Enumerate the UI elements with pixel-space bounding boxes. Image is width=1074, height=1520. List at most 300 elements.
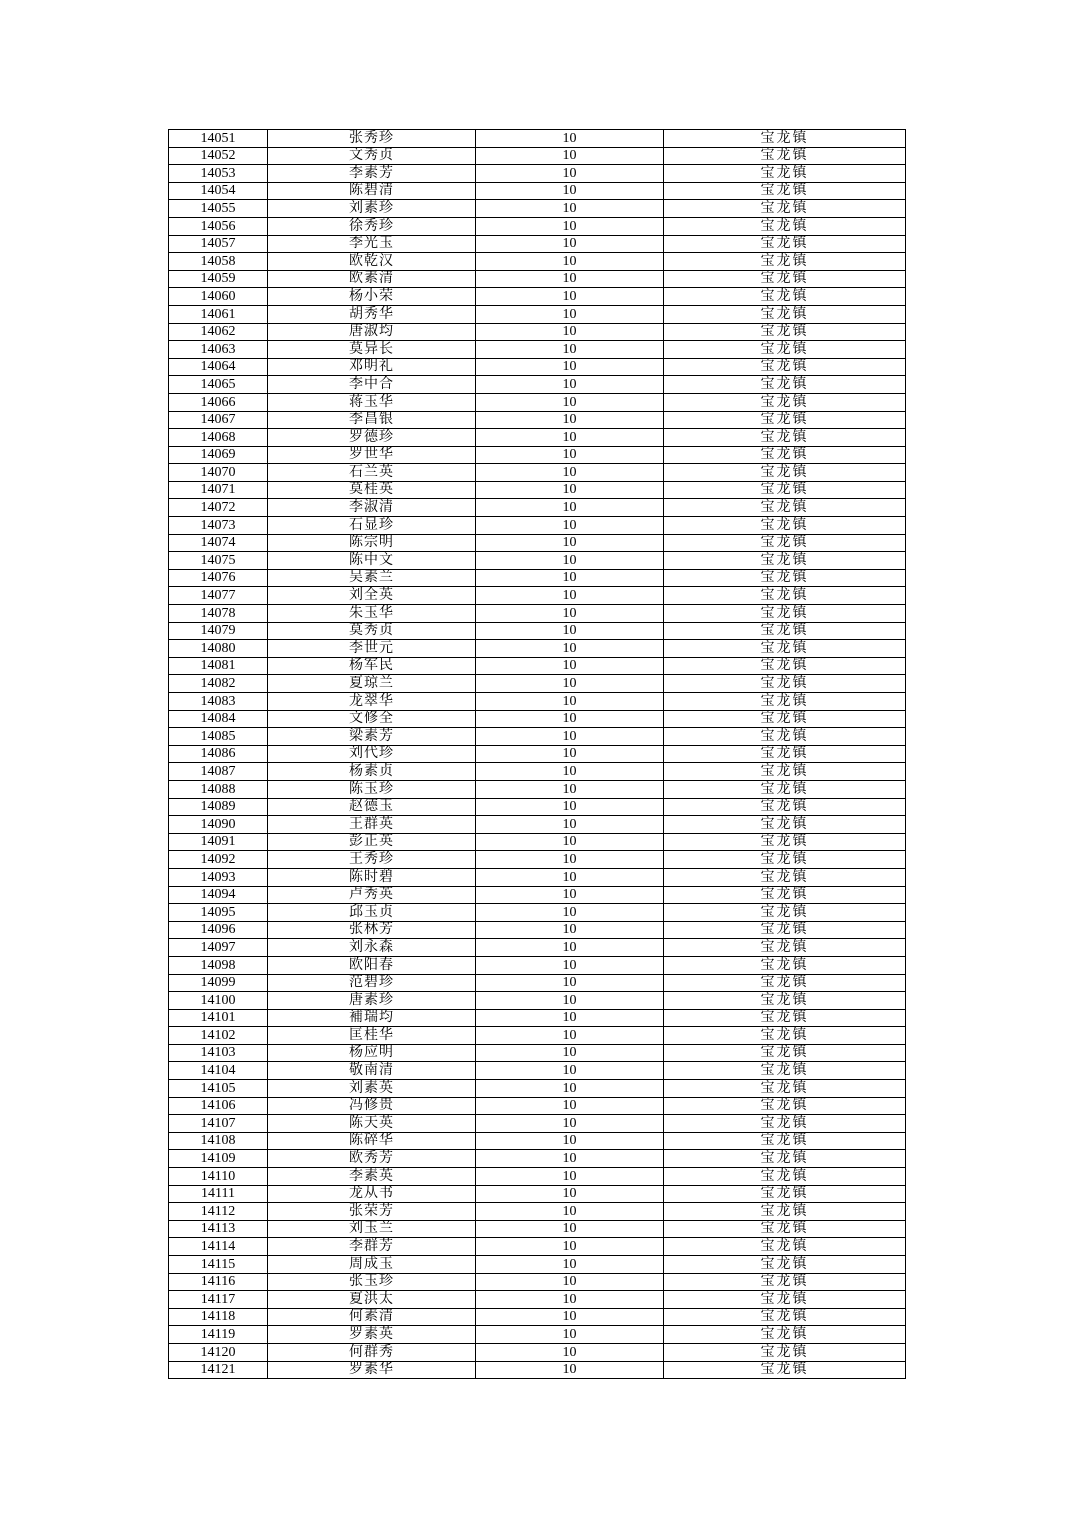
town-cell: 宝龙镇: [664, 1009, 906, 1027]
town-cell: 宝龙镇: [664, 1308, 906, 1326]
amount-cell: 10: [476, 1203, 664, 1221]
town-cell: 宝龙镇: [664, 1027, 906, 1045]
table-row: [169, 411, 906, 429]
name-cell: 敬南清: [268, 1062, 476, 1080]
amount-cell: 10: [476, 411, 664, 429]
town-cell: 宝龙镇: [664, 939, 906, 957]
town-cell: 宝龙镇: [664, 569, 906, 587]
town-cell: 宝龙镇: [664, 904, 906, 922]
table-row: [169, 1291, 906, 1309]
table-row: [169, 1343, 906, 1361]
amount-cell: 10: [476, 1326, 664, 1344]
town-cell: 宝龙镇: [664, 763, 906, 781]
table-row: [169, 182, 906, 200]
table-row: [169, 1326, 906, 1344]
table-row: [169, 1097, 906, 1115]
amount-cell: 10: [476, 816, 664, 834]
amount-cell: 10: [476, 1132, 664, 1150]
town-cell: 宝龙镇: [664, 376, 906, 394]
row-number-cell: 14054: [169, 182, 268, 200]
row-number-cell: 14087: [169, 763, 268, 781]
row-number-cell: 14078: [169, 605, 268, 623]
table-row: [169, 921, 906, 939]
amount-cell: 10: [476, 1308, 664, 1326]
row-number-cell: 14104: [169, 1062, 268, 1080]
town-cell: 宝龙镇: [664, 446, 906, 464]
name-cell: 李世元: [268, 640, 476, 658]
name-cell: 李光玉: [268, 235, 476, 253]
town-cell: 宝龙镇: [664, 217, 906, 235]
row-number-cell: 14075: [169, 552, 268, 570]
name-cell: 周成玉: [268, 1256, 476, 1274]
town-cell: 宝龙镇: [664, 956, 906, 974]
town-cell: 宝龙镇: [664, 358, 906, 376]
town-cell: 宝龙镇: [664, 534, 906, 552]
amount-cell: 10: [476, 780, 664, 798]
name-cell: 罗世华: [268, 446, 476, 464]
name-cell: 罗素华: [268, 1361, 476, 1379]
row-number-cell: 14113: [169, 1220, 268, 1238]
town-cell: 宝龙镇: [664, 675, 906, 693]
town-cell: 宝龙镇: [664, 745, 906, 763]
name-cell: 文秀贞: [268, 147, 476, 165]
name-cell: 胡秀华: [268, 305, 476, 323]
row-number-cell: 14091: [169, 833, 268, 851]
table-row: [169, 517, 906, 535]
name-cell: 邓明礼: [268, 358, 476, 376]
row-number-cell: 14086: [169, 745, 268, 763]
name-cell: 何素清: [268, 1308, 476, 1326]
town-cell: 宝龙镇: [664, 1080, 906, 1098]
name-cell: 刘永森: [268, 939, 476, 957]
amount-cell: 10: [476, 1168, 664, 1186]
table-row: [169, 130, 906, 148]
name-cell: 莫异长: [268, 341, 476, 359]
table-row: [169, 1044, 906, 1062]
town-cell: 宝龙镇: [664, 1132, 906, 1150]
row-number-cell: 14102: [169, 1027, 268, 1045]
amount-cell: 10: [476, 1256, 664, 1274]
town-cell: 宝龙镇: [664, 833, 906, 851]
town-cell: 宝龙镇: [664, 1044, 906, 1062]
amount-cell: 10: [476, 1097, 664, 1115]
row-number-cell: 14120: [169, 1343, 268, 1361]
name-cell: 刘素英: [268, 1080, 476, 1098]
name-cell: 梁素芳: [268, 728, 476, 746]
amount-cell: 10: [476, 1044, 664, 1062]
table-row: [169, 657, 906, 675]
table-row: [169, 675, 906, 693]
row-number-cell: 14072: [169, 499, 268, 517]
name-cell: 夏琼兰: [268, 675, 476, 693]
amount-cell: 10: [476, 868, 664, 886]
amount-cell: 10: [476, 763, 664, 781]
amount-cell: 10: [476, 1273, 664, 1291]
town-cell: 宝龙镇: [664, 517, 906, 535]
row-number-cell: 14093: [169, 868, 268, 886]
amount-cell: 10: [476, 1062, 664, 1080]
table-row: [169, 851, 906, 869]
name-cell: 唐淑均: [268, 323, 476, 341]
town-cell: 宝龙镇: [664, 1291, 906, 1309]
row-number-cell: 14074: [169, 534, 268, 552]
name-cell: 蒋玉华: [268, 393, 476, 411]
name-cell: 龙翠华: [268, 693, 476, 711]
name-cell: 陈中文: [268, 552, 476, 570]
row-number-cell: 14059: [169, 270, 268, 288]
town-cell: 宝龙镇: [664, 816, 906, 834]
row-number-cell: 14066: [169, 393, 268, 411]
name-cell: 莫秀贞: [268, 622, 476, 640]
table-row: [169, 429, 906, 447]
town-cell: 宝龙镇: [664, 130, 906, 148]
table-row: [169, 780, 906, 798]
town-cell: 宝龙镇: [664, 622, 906, 640]
amount-cell: 10: [476, 992, 664, 1010]
amount-cell: 10: [476, 1080, 664, 1098]
row-number-cell: 14110: [169, 1168, 268, 1186]
row-number-cell: 14070: [169, 464, 268, 482]
row-number-cell: 14080: [169, 640, 268, 658]
town-cell: 宝龙镇: [664, 1256, 906, 1274]
amount-cell: 10: [476, 1185, 664, 1203]
amount-cell: 10: [476, 253, 664, 271]
name-cell: 李淑清: [268, 499, 476, 517]
table-row: [169, 200, 906, 218]
table-row: [169, 1132, 906, 1150]
town-cell: 宝龙镇: [664, 481, 906, 499]
row-number-cell: 14051: [169, 130, 268, 148]
table-row: [169, 833, 906, 851]
amount-cell: 10: [476, 147, 664, 165]
amount-cell: 10: [476, 798, 664, 816]
row-number-cell: 14060: [169, 288, 268, 306]
name-cell: 欧秀芳: [268, 1150, 476, 1168]
name-cell: 朱玉华: [268, 605, 476, 623]
name-cell: 陈玉珍: [268, 780, 476, 798]
town-cell: 宝龙镇: [664, 1115, 906, 1133]
table-row: [169, 939, 906, 957]
amount-cell: 10: [476, 165, 664, 183]
amount-cell: 10: [476, 517, 664, 535]
name-cell: 罗素英: [268, 1326, 476, 1344]
table-row: [169, 605, 906, 623]
amount-cell: 10: [476, 481, 664, 499]
name-cell: 匡桂华: [268, 1027, 476, 1045]
row-number-cell: 14119: [169, 1326, 268, 1344]
name-cell: 莫桂英: [268, 481, 476, 499]
row-number-cell: 14092: [169, 851, 268, 869]
town-cell: 宝龙镇: [664, 1326, 906, 1344]
town-cell: 宝龙镇: [664, 165, 906, 183]
amount-cell: 10: [476, 710, 664, 728]
table-row: [169, 798, 906, 816]
town-cell: 宝龙镇: [664, 587, 906, 605]
row-number-cell: 14061: [169, 305, 268, 323]
row-number-cell: 14111: [169, 1185, 268, 1203]
table-row: [169, 147, 906, 165]
table-row: [169, 974, 906, 992]
town-cell: 宝龙镇: [664, 1168, 906, 1186]
table-row: [169, 534, 906, 552]
name-cell: 李昌银: [268, 411, 476, 429]
amount-cell: 10: [476, 1361, 664, 1379]
town-cell: 宝龙镇: [664, 1343, 906, 1361]
table-row: [169, 728, 906, 746]
row-number-cell: 14090: [169, 816, 268, 834]
table-row: [169, 1361, 906, 1379]
name-cell: 刘全英: [268, 587, 476, 605]
amount-cell: 10: [476, 552, 664, 570]
row-number-cell: 14063: [169, 341, 268, 359]
row-number-cell: 14096: [169, 921, 268, 939]
name-cell: 张秀珍: [268, 130, 476, 148]
amount-cell: 10: [476, 341, 664, 359]
row-number-cell: 14055: [169, 200, 268, 218]
amount-cell: 10: [476, 534, 664, 552]
amount-cell: 10: [476, 1238, 664, 1256]
town-cell: 宝龙镇: [664, 798, 906, 816]
table-row: [169, 1080, 906, 1098]
name-cell: 罗德珍: [268, 429, 476, 447]
name-cell: 张荣芳: [268, 1203, 476, 1221]
name-cell: 欧素清: [268, 270, 476, 288]
table-row: [169, 1220, 906, 1238]
row-number-cell: 14083: [169, 693, 268, 711]
name-cell: 刘代珍: [268, 745, 476, 763]
row-number-cell: 14094: [169, 886, 268, 904]
name-cell: 范碧珍: [268, 974, 476, 992]
amount-cell: 10: [476, 605, 664, 623]
amount-cell: 10: [476, 640, 664, 658]
amount-cell: 10: [476, 833, 664, 851]
table-row: [169, 868, 906, 886]
row-number-cell: 14118: [169, 1308, 268, 1326]
table-row: [169, 270, 906, 288]
row-number-cell: 14058: [169, 253, 268, 271]
amount-cell: 10: [476, 728, 664, 746]
table-row: [169, 956, 906, 974]
amount-cell: 10: [476, 956, 664, 974]
town-cell: 宝龙镇: [664, 552, 906, 570]
name-cell: 欧阳春: [268, 956, 476, 974]
table-row: [169, 816, 906, 834]
table-row: [169, 1062, 906, 1080]
table-row: [169, 499, 906, 517]
row-number-cell: 14081: [169, 657, 268, 675]
row-number-cell: 14107: [169, 1115, 268, 1133]
name-cell: 補瑞均: [268, 1009, 476, 1027]
name-cell: 卢秀英: [268, 886, 476, 904]
amount-cell: 10: [476, 675, 664, 693]
table-row: [169, 1273, 906, 1291]
name-cell: 石兰英: [268, 464, 476, 482]
town-cell: 宝龙镇: [664, 605, 906, 623]
town-cell: 宝龙镇: [664, 710, 906, 728]
amount-cell: 10: [476, 446, 664, 464]
name-cell: 李素芳: [268, 165, 476, 183]
town-cell: 宝龙镇: [664, 411, 906, 429]
town-cell: 宝龙镇: [664, 1097, 906, 1115]
amount-cell: 10: [476, 429, 664, 447]
town-cell: 宝龙镇: [664, 868, 906, 886]
table-row: [169, 305, 906, 323]
amount-cell: 10: [476, 376, 664, 394]
row-number-cell: 14095: [169, 904, 268, 922]
name-cell: 夏洪太: [268, 1291, 476, 1309]
name-cell: 吴素兰: [268, 569, 476, 587]
name-cell: 杨小荣: [268, 288, 476, 306]
row-number-cell: 14097: [169, 939, 268, 957]
row-number-cell: 14108: [169, 1132, 268, 1150]
amount-cell: 10: [476, 499, 664, 517]
row-number-cell: 14098: [169, 956, 268, 974]
table-row: [169, 341, 906, 359]
amount-cell: 10: [476, 1009, 664, 1027]
amount-cell: 10: [476, 393, 664, 411]
town-cell: 宝龙镇: [664, 640, 906, 658]
table-row: [169, 904, 906, 922]
amount-cell: 10: [476, 1220, 664, 1238]
amount-cell: 10: [476, 587, 664, 605]
table-row: [169, 1027, 906, 1045]
table-row: [169, 1150, 906, 1168]
row-number-cell: 14112: [169, 1203, 268, 1221]
town-cell: 宝龙镇: [664, 305, 906, 323]
name-cell: 欧乾汉: [268, 253, 476, 271]
table-row: [169, 165, 906, 183]
amount-cell: 10: [476, 622, 664, 640]
amount-cell: 10: [476, 904, 664, 922]
name-cell: 杨应明: [268, 1044, 476, 1062]
row-number-cell: 14073: [169, 517, 268, 535]
town-cell: 宝龙镇: [664, 886, 906, 904]
name-cell: 何群秀: [268, 1343, 476, 1361]
row-number-cell: 14067: [169, 411, 268, 429]
row-number-cell: 14115: [169, 1256, 268, 1274]
row-number-cell: 14052: [169, 147, 268, 165]
row-number-cell: 14116: [169, 1273, 268, 1291]
row-number-cell: 14077: [169, 587, 268, 605]
name-cell: 彭正英: [268, 833, 476, 851]
table-row: [169, 253, 906, 271]
amount-cell: 10: [476, 200, 664, 218]
table-row: [169, 1256, 906, 1274]
amount-cell: 10: [476, 358, 664, 376]
amount-cell: 10: [476, 939, 664, 957]
table-row: [169, 464, 906, 482]
name-cell: 王群英: [268, 816, 476, 834]
table-row: [169, 1009, 906, 1027]
table-row: [169, 217, 906, 235]
table-row: [169, 288, 906, 306]
town-cell: 宝龙镇: [664, 921, 906, 939]
table-row: [169, 1308, 906, 1326]
row-number-cell: 14071: [169, 481, 268, 499]
town-cell: 宝龙镇: [664, 1203, 906, 1221]
name-cell: 陈碎华: [268, 1132, 476, 1150]
town-cell: 宝龙镇: [664, 200, 906, 218]
table-row: [169, 693, 906, 711]
table-row: [169, 886, 906, 904]
name-cell: 杨军民: [268, 657, 476, 675]
table-row: [169, 1203, 906, 1221]
name-cell: 陈时碧: [268, 868, 476, 886]
town-cell: 宝龙镇: [664, 341, 906, 359]
name-cell: 李中合: [268, 376, 476, 394]
amount-cell: 10: [476, 130, 664, 148]
roster-table-body: [169, 130, 906, 1379]
name-cell: 陈宗明: [268, 534, 476, 552]
row-number-cell: 14079: [169, 622, 268, 640]
amount-cell: 10: [476, 569, 664, 587]
name-cell: 邱玉贞: [268, 904, 476, 922]
name-cell: 文修全: [268, 710, 476, 728]
row-number-cell: 14103: [169, 1044, 268, 1062]
row-number-cell: 14057: [169, 235, 268, 253]
name-cell: 李群芳: [268, 1238, 476, 1256]
town-cell: 宝龙镇: [664, 974, 906, 992]
name-cell: 张林芳: [268, 921, 476, 939]
amount-cell: 10: [476, 745, 664, 763]
row-number-cell: 14100: [169, 992, 268, 1010]
row-number-cell: 14109: [169, 1150, 268, 1168]
amount-cell: 10: [476, 1291, 664, 1309]
name-cell: 陈天英: [268, 1115, 476, 1133]
row-number-cell: 14069: [169, 446, 268, 464]
town-cell: 宝龙镇: [664, 1185, 906, 1203]
row-number-cell: 14056: [169, 217, 268, 235]
table-row: [169, 235, 906, 253]
amount-cell: 10: [476, 1150, 664, 1168]
town-cell: 宝龙镇: [664, 182, 906, 200]
amount-cell: 10: [476, 288, 664, 306]
table-row: [169, 358, 906, 376]
town-cell: 宝龙镇: [664, 780, 906, 798]
amount-cell: 10: [476, 657, 664, 675]
row-number-cell: 14064: [169, 358, 268, 376]
row-number-cell: 14117: [169, 1291, 268, 1309]
row-number-cell: 14085: [169, 728, 268, 746]
table-row: [169, 640, 906, 658]
town-cell: 宝龙镇: [664, 728, 906, 746]
amount-cell: 10: [476, 1343, 664, 1361]
amount-cell: 10: [476, 886, 664, 904]
town-cell: 宝龙镇: [664, 429, 906, 447]
name-cell: 李素英: [268, 1168, 476, 1186]
town-cell: 宝龙镇: [664, 1150, 906, 1168]
name-cell: 刘素珍: [268, 200, 476, 218]
town-cell: 宝龙镇: [664, 693, 906, 711]
row-number-cell: 14121: [169, 1361, 268, 1379]
row-number-cell: 14114: [169, 1238, 268, 1256]
town-cell: 宝龙镇: [664, 1238, 906, 1256]
name-cell: 唐素珍: [268, 992, 476, 1010]
amount-cell: 10: [476, 921, 664, 939]
town-cell: 宝龙镇: [664, 288, 906, 306]
table-row: [169, 481, 906, 499]
name-cell: 赵德玉: [268, 798, 476, 816]
table-row: [169, 710, 906, 728]
table-row: [169, 1238, 906, 1256]
table-row: [169, 622, 906, 640]
town-cell: 宝龙镇: [664, 1062, 906, 1080]
town-cell: 宝龙镇: [664, 1273, 906, 1291]
row-number-cell: 14084: [169, 710, 268, 728]
amount-cell: 10: [476, 217, 664, 235]
amount-cell: 10: [476, 1027, 664, 1045]
amount-cell: 10: [476, 1115, 664, 1133]
